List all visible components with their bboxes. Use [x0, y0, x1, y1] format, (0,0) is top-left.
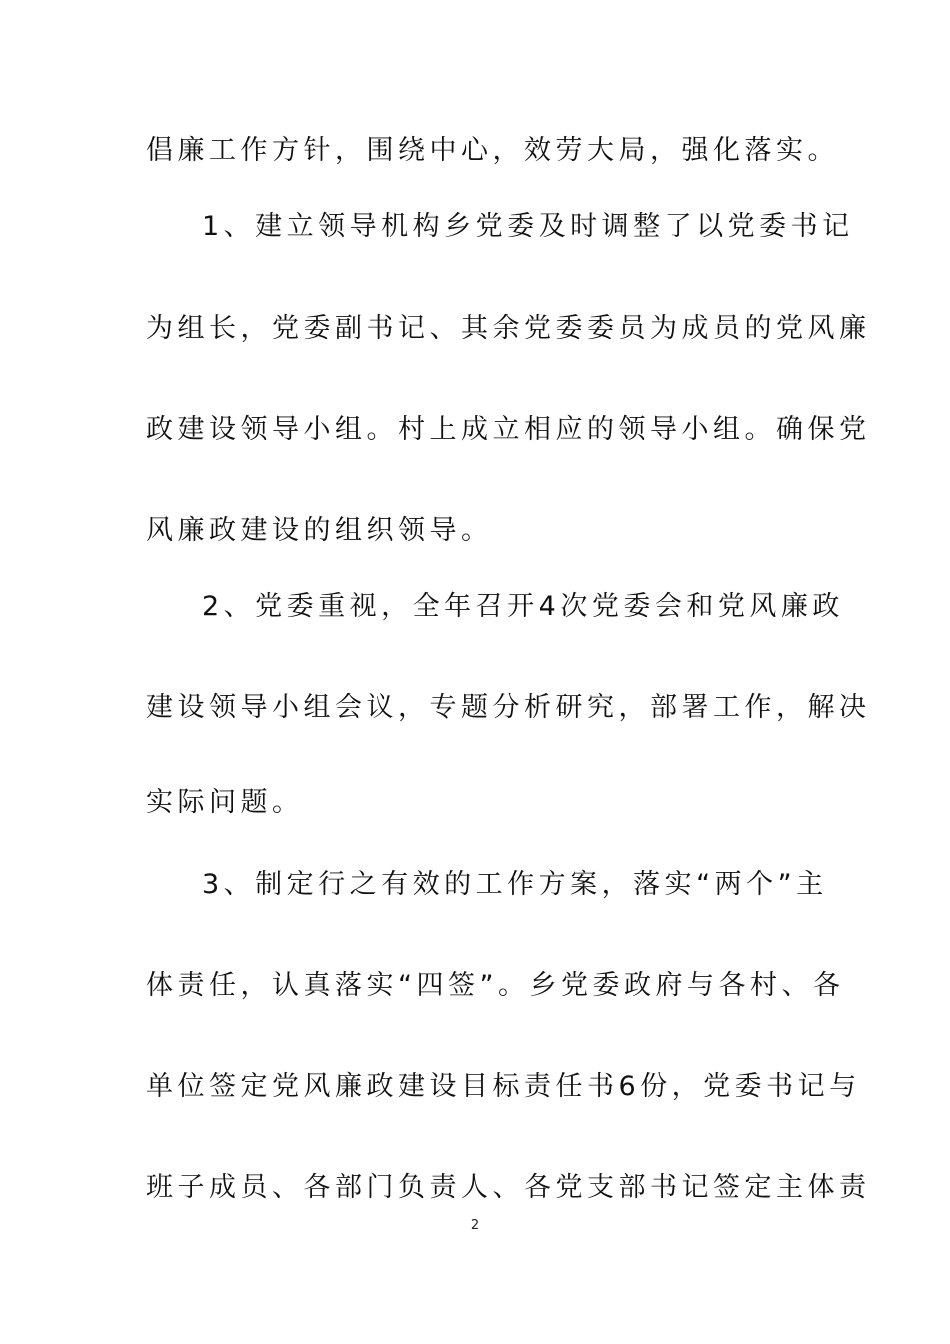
paragraph-line: 体责任，认真落实“四签”。乡党委政府与各村、各 — [146, 970, 845, 1001]
paragraph-line: 实际问题。 — [146, 787, 304, 818]
paragraph-line: 单位签定党风廉政建设目标责任书6份，党委书记与 — [146, 1071, 861, 1102]
paragraph-line: 风廉政建设的组织领导。 — [146, 515, 493, 546]
paragraph-line: 1、建立领导机构乡党委及时调整了以党委书记 — [202, 211, 854, 242]
paragraph-line: 建设领导小组会议，专题分析研究，部署工作，解决 — [146, 692, 871, 723]
paragraph-line: 班子成员、各部门负责人、各党支部书记签定主体责 — [146, 1172, 871, 1203]
paragraph-line: 政建设领导小组。村上成立相应的领导小组。确保党 — [146, 414, 871, 445]
paragraph-line: 2、党委重视，全年召开4次党委会和党风廉政 — [202, 591, 844, 622]
paragraph-line: 3、制定行之有效的工作方案，落实“两个”主 — [202, 869, 828, 900]
page-number: 2 — [470, 1218, 480, 1233]
paragraph-line: 为组长，党委副书记、其余党委委员为成员的党风廉 — [146, 313, 871, 344]
paragraph-line: 倡廉工作方针，围绕中心，效劳大局，强化落实。 — [146, 135, 839, 166]
